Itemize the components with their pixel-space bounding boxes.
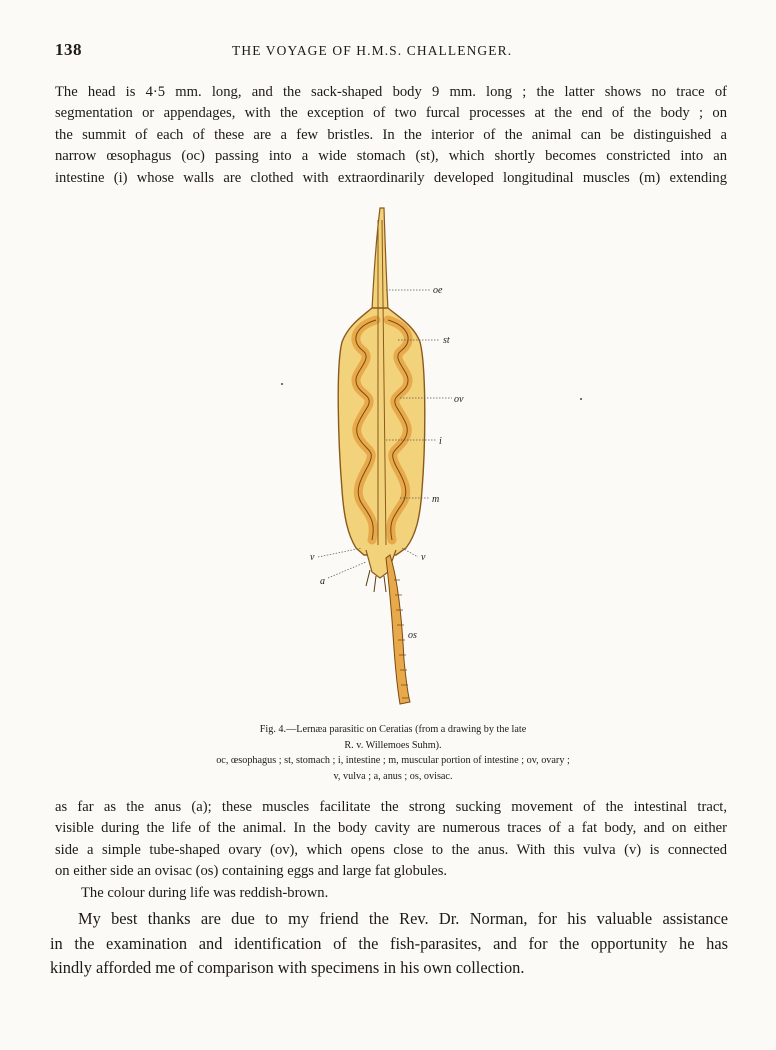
body-paragraph-2 [55, 797, 727, 904]
figure-caption [170, 722, 616, 784]
text-line: My best thanks are due to my friend the Rev. Dr. Norman, for his valuable assistance [78, 909, 728, 928]
text-line: in the examination and identification of the fish-parasites, and for the opportunity he has [50, 933, 728, 953]
caption-line: v, vulva ; a, anus ; os, ovisac. [333, 770, 453, 782]
label-os: os [408, 630, 417, 641]
body-paragraph-1 [55, 82, 727, 189]
lernaea-figure [290, 200, 490, 710]
label-i: i [439, 436, 442, 447]
text-line: narrow œsophagus (oc) passing into a wide stomach (st), which shortly becomes constricted into an [55, 148, 727, 165]
body-sack-shape [338, 308, 425, 555]
lernaea-illustration [290, 200, 490, 710]
running-title: THE VOYAGE OF H.M.S. CHALLENGER. [232, 43, 513, 58]
text-line: as far as the anus (a); these muscles facilitate the strong sucking movement of the intestinal tract, [55, 799, 727, 815]
page-number: 138 [55, 40, 82, 59]
text-line: kindly afforded me of comparison with specimens in his own collection. [50, 958, 525, 978]
label-ov: ov [454, 394, 464, 405]
label-oe: oe [433, 285, 443, 296]
ovisac [386, 555, 410, 704]
speck [580, 398, 582, 400]
caption-line: oc, œsophagus ; st, stomach ; i, intestine ; m, muscular portion of intestine ; ov, ovary ; [216, 755, 570, 766]
head-neck-shape [372, 208, 388, 310]
label-st: st [443, 335, 450, 346]
text-line: The colour during life was reddish-brown. [81, 884, 329, 901]
speck [281, 383, 283, 385]
text-line: segmentation or appendages, with the exception of two furcal processes at the end of the body ; on [55, 105, 727, 122]
text-line: intestine (i) whose walls are clothed with extraordinarily developed longitudinal muscles (m) extending [55, 169, 727, 186]
text-line: the summit of each of these are a few bristles. In the interior of the animal can be distinguished a [55, 126, 727, 143]
caption-line: Fig. 4.—Lernæa parasitic on Ceratias (from a drawing by the late [259, 724, 527, 735]
label-v-right: v [421, 552, 426, 563]
body-paragraph-3 [50, 907, 728, 981]
label-a: a [320, 576, 325, 587]
text-line: visible during the life of the animal. In the body cavity are numerous traces of a fat body, and on either [55, 820, 727, 837]
text-line: The head is 4·5 mm. long, and the sack-shaped body 9 mm. long ; the latter shows no trace of [55, 84, 727, 100]
label-v-left: v [310, 552, 315, 563]
text-line: on either side an ovisac (os) containing eggs and large fat globules. [55, 863, 448, 880]
text-line: side a simple tube-shaped ovary (ov), which opens close to the anus. With this vulva (v) is connected [55, 841, 727, 858]
label-m: m [432, 494, 440, 505]
caption-line: R. v. Willemoes Suhm). [344, 739, 442, 751]
